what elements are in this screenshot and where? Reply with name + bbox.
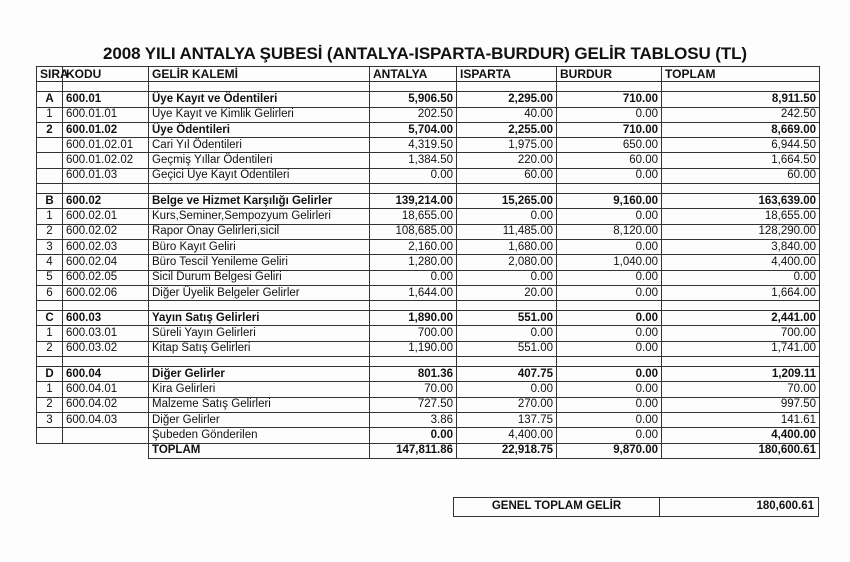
header-antalya: ANTALYA xyxy=(370,67,457,82)
cell-burdur: 0.00 xyxy=(557,428,662,443)
cell-toplam: 6,944.50 xyxy=(662,138,820,153)
table-row xyxy=(37,107,820,122)
cell-antalya: 202.50 xyxy=(370,107,457,122)
table-row xyxy=(37,428,820,443)
cell-kod: 600.01.02.01 xyxy=(63,138,149,153)
cell-kalem: Kurs,Seminer,Sempozyum Gelirleri xyxy=(149,209,370,224)
cell-empty xyxy=(557,82,662,92)
cell-kod: 600.02.01 xyxy=(63,209,149,224)
header-burdur: BURDUR xyxy=(557,67,662,82)
cell-empty xyxy=(37,357,63,367)
cell-kalem: Sicil Durum Belgesi Geliri xyxy=(149,270,370,285)
section-row xyxy=(37,92,820,107)
cell-kod: 600.02.03 xyxy=(63,239,149,254)
table-row xyxy=(37,412,820,427)
cell-toplam: 1,664.00 xyxy=(662,285,820,300)
income-table xyxy=(36,66,820,459)
cell-kod: 600.03.01 xyxy=(63,326,149,341)
cell-empty xyxy=(37,443,63,458)
grand-total-label: GENEL TOPLAM GELİR xyxy=(491,500,622,512)
cell-sira: 1 xyxy=(37,326,63,341)
cell-toplam: 1,741.00 xyxy=(662,341,820,356)
cell-burdur: 0.00 xyxy=(557,367,662,382)
cell-antalya: 801.36 xyxy=(370,367,457,382)
cell-kalem: Kitap Satış Gelirleri xyxy=(149,341,370,356)
cell-antalya: 1,644.00 xyxy=(370,285,457,300)
cell-burdur: 710.00 xyxy=(557,92,662,107)
cell-sira: 4 xyxy=(37,255,63,270)
total-label: TOPLAM xyxy=(149,443,370,458)
cell-antalya: 18,655.00 xyxy=(370,209,457,224)
cell-antalya: 1,384.50 xyxy=(370,153,457,168)
cell-burdur: 0.00 xyxy=(557,326,662,341)
cell-kod: 600.01.02 xyxy=(63,122,149,137)
spacer-row xyxy=(37,82,820,92)
cell-isparta: 20.00 xyxy=(457,285,557,300)
cell-isparta: 4,400.00 xyxy=(457,428,557,443)
cell-isparta: 137.75 xyxy=(457,412,557,427)
cell-toplam: 18,655.00 xyxy=(662,209,820,224)
table-row xyxy=(37,285,820,300)
cell-toplam: 60.00 xyxy=(662,168,820,183)
cell-antalya: 108,685.00 xyxy=(370,224,457,239)
table-row xyxy=(37,270,820,285)
cell-toplam: 1,209.11 xyxy=(662,367,820,382)
cell-kalem: Kira Gelirleri xyxy=(149,382,370,397)
cell-kalem: Geçici Üye Kayıt Ödentileri xyxy=(149,168,370,183)
cell-antalya: 1,190.00 xyxy=(370,341,457,356)
cell-antalya: 70.00 xyxy=(370,382,457,397)
cell-kalem: Üye Ödentileri xyxy=(149,122,370,137)
cell-sira: 2 xyxy=(37,341,63,356)
table-row xyxy=(37,138,820,153)
cell-toplam: 1,664.50 xyxy=(662,153,820,168)
cell-empty xyxy=(457,357,557,367)
cell-isparta: 1,975.00 xyxy=(457,138,557,153)
cell-empty xyxy=(63,184,149,194)
cell-empty xyxy=(370,357,457,367)
cell-empty xyxy=(662,184,820,194)
header-row xyxy=(37,67,820,82)
cell-empty xyxy=(37,82,63,92)
cell-empty xyxy=(37,301,63,311)
cell-empty xyxy=(557,301,662,311)
table-row xyxy=(37,326,820,341)
cell-toplam: 70.00 xyxy=(662,382,820,397)
cell-empty xyxy=(149,301,370,311)
table-row xyxy=(37,168,820,183)
cell-isparta: 551.00 xyxy=(457,341,557,356)
cell-isparta: 0.00 xyxy=(457,382,557,397)
table-row xyxy=(37,255,820,270)
cell-kod: 600.02 xyxy=(63,194,149,209)
table-row xyxy=(37,341,820,356)
cell-antalya: 700.00 xyxy=(370,326,457,341)
grand-total-box xyxy=(453,497,819,517)
cell-empty xyxy=(149,82,370,92)
cell-empty xyxy=(457,184,557,194)
cell-empty xyxy=(149,184,370,194)
cell-kod xyxy=(63,428,149,443)
table-row xyxy=(37,382,820,397)
cell-empty xyxy=(63,301,149,311)
cell-empty xyxy=(370,301,457,311)
cell-antalya: 1,280.00 xyxy=(370,255,457,270)
cell-empty xyxy=(149,357,370,367)
cell-sira: 1 xyxy=(37,209,63,224)
cell-antalya: 1,890.00 xyxy=(370,311,457,326)
cell-burdur: 0.00 xyxy=(557,412,662,427)
cell-kod: 600.01.01 xyxy=(63,107,149,122)
cell-sira xyxy=(37,153,63,168)
cell-burdur: 0.00 xyxy=(557,397,662,412)
cell-kalem: Büro Kayıt Geliri xyxy=(149,239,370,254)
cell-kalem: Malzeme Satış Gelirleri xyxy=(149,397,370,412)
cell-toplam: 141.61 xyxy=(662,412,820,427)
total-antalya: 147,811.86 xyxy=(370,443,457,458)
table-row xyxy=(37,224,820,239)
total-burdur: 9,870.00 xyxy=(557,443,662,458)
grand-total-value: 180,600.61 xyxy=(756,500,814,512)
cell-kalem: Üye Kayıt ve Kimlik Gelirleri xyxy=(149,107,370,122)
cell-empty xyxy=(457,82,557,92)
cell-isparta: 1,680.00 xyxy=(457,239,557,254)
cell-empty xyxy=(557,184,662,194)
cell-burdur: 60.00 xyxy=(557,153,662,168)
cell-antalya: 0.00 xyxy=(370,270,457,285)
cell-kalem: Üye Kayıt ve Ödentileri xyxy=(149,92,370,107)
cell-toplam: 2,441.00 xyxy=(662,311,820,326)
cell-kalem: Yayın Satış Gelirleri xyxy=(149,311,370,326)
cell-kalem: Diğer Gelirler xyxy=(149,412,370,427)
cell-sira: 2 xyxy=(37,397,63,412)
cell-kod: 600.01.02.02 xyxy=(63,153,149,168)
cell-burdur: 0.00 xyxy=(557,285,662,300)
cell-sira: A xyxy=(37,92,63,107)
cell-empty xyxy=(63,443,149,458)
cell-kalem: Geçmiş Yıllar Ödentileri xyxy=(149,153,370,168)
cell-burdur: 1,040.00 xyxy=(557,255,662,270)
cell-isparta: 40.00 xyxy=(457,107,557,122)
cell-burdur: 0.00 xyxy=(557,209,662,224)
cell-kod: 600.01.03 xyxy=(63,168,149,183)
cell-burdur: 0.00 xyxy=(557,311,662,326)
cell-sira: 5 xyxy=(37,270,63,285)
cell-sira: C xyxy=(37,311,63,326)
header-toplam: TOPLAM xyxy=(662,67,820,82)
cell-empty xyxy=(557,357,662,367)
cell-burdur: 0.00 xyxy=(557,239,662,254)
total-toplam: 180,600.61 xyxy=(662,443,820,458)
cell-antalya: 5,704.00 xyxy=(370,122,457,137)
cell-sira xyxy=(37,428,63,443)
cell-toplam: 242.50 xyxy=(662,107,820,122)
cell-toplam: 4,400.00 xyxy=(662,428,820,443)
cell-kod: 600.02.06 xyxy=(63,285,149,300)
cell-toplam: 163,639.00 xyxy=(662,194,820,209)
cell-burdur: 0.00 xyxy=(557,270,662,285)
grand-total-divider xyxy=(659,498,660,516)
cell-kalem: Süreli Yayın Gelirleri xyxy=(149,326,370,341)
header-kalem: GELİR KALEMİ xyxy=(149,67,370,82)
cell-toplam: 3,840.00 xyxy=(662,239,820,254)
cell-empty xyxy=(370,82,457,92)
cell-antalya: 727.50 xyxy=(370,397,457,412)
cell-kod: 600.04.02 xyxy=(63,397,149,412)
cell-isparta: 0.00 xyxy=(457,209,557,224)
cell-sira: 2 xyxy=(37,122,63,137)
page-title: 2008 YILI ANTALYA ŞUBESİ (ANTALYA-ISPARTA-BURDUR) GELİR TABLOSU (TL) xyxy=(103,44,747,63)
cell-isparta: 220.00 xyxy=(457,153,557,168)
cell-empty xyxy=(457,301,557,311)
cell-burdur: 650.00 xyxy=(557,138,662,153)
cell-toplam: 700.00 xyxy=(662,326,820,341)
cell-kod: 600.02.04 xyxy=(63,255,149,270)
cell-empty xyxy=(662,301,820,311)
spacer-row xyxy=(37,357,820,367)
cell-isparta: 551.00 xyxy=(457,311,557,326)
table-row xyxy=(37,153,820,168)
cell-kalem: Büro Tescil Yenileme Geliri xyxy=(149,255,370,270)
cell-empty xyxy=(370,184,457,194)
cell-sira xyxy=(37,138,63,153)
cell-isparta: 407.75 xyxy=(457,367,557,382)
cell-sira: D xyxy=(37,367,63,382)
cell-kalem: Diğer Gelirler xyxy=(149,367,370,382)
cell-burdur: 9,160.00 xyxy=(557,194,662,209)
cell-isparta: 60.00 xyxy=(457,168,557,183)
cell-antalya: 2,160.00 xyxy=(370,239,457,254)
header-kodu: KODU xyxy=(63,67,149,82)
cell-toplam: 997.50 xyxy=(662,397,820,412)
cell-antalya: 139,214.00 xyxy=(370,194,457,209)
cell-isparta: 0.00 xyxy=(457,270,557,285)
cell-sira: 1 xyxy=(37,382,63,397)
cell-antalya: 4,319.50 xyxy=(370,138,457,153)
cell-kod: 600.03 xyxy=(63,311,149,326)
table-body xyxy=(37,82,820,459)
cell-kalem: Diğer Üyelik Belgeler Gelirler xyxy=(149,285,370,300)
header-isparta: ISPARTA xyxy=(457,67,557,82)
cell-burdur: 0.00 xyxy=(557,341,662,356)
table-row xyxy=(37,209,820,224)
cell-burdur: 0.00 xyxy=(557,107,662,122)
cell-isparta: 15,265.00 xyxy=(457,194,557,209)
cell-sira: 2 xyxy=(37,224,63,239)
table-row xyxy=(37,122,820,137)
cell-kod: 600.02.02 xyxy=(63,224,149,239)
cell-toplam: 8,669.00 xyxy=(662,122,820,137)
header-sira: SIRA xyxy=(37,67,63,82)
cell-kod: 600.04 xyxy=(63,367,149,382)
cell-sira: 3 xyxy=(37,412,63,427)
cell-burdur: 8,120.00 xyxy=(557,224,662,239)
cell-antalya: 0.00 xyxy=(370,428,457,443)
cell-kod: 600.02.05 xyxy=(63,270,149,285)
cell-isparta: 0.00 xyxy=(457,326,557,341)
cell-sira xyxy=(37,168,63,183)
cell-kalem: Rapor Onay Gelirleri,sicil xyxy=(149,224,370,239)
cell-antalya: 0.00 xyxy=(370,168,457,183)
cell-toplam: 8,911.50 xyxy=(662,92,820,107)
cell-isparta: 2,255.00 xyxy=(457,122,557,137)
table-row xyxy=(37,397,820,412)
cell-empty xyxy=(63,82,149,92)
cell-sira: 3 xyxy=(37,239,63,254)
cell-kalem: Belge ve Hizmet Karşılığı Gelirler xyxy=(149,194,370,209)
cell-burdur: 0.00 xyxy=(557,168,662,183)
cell-sira: 1 xyxy=(37,107,63,122)
cell-antalya: 5,906.50 xyxy=(370,92,457,107)
cell-isparta: 270.00 xyxy=(457,397,557,412)
cell-kod: 600.04.01 xyxy=(63,382,149,397)
cell-toplam: 4,400.00 xyxy=(662,255,820,270)
section-row xyxy=(37,194,820,209)
cell-toplam: 0.00 xyxy=(662,270,820,285)
cell-kod: 600.03.02 xyxy=(63,341,149,356)
cell-kalem: Şubeden Gönderilen xyxy=(149,428,370,443)
cell-toplam: 128,290.00 xyxy=(662,224,820,239)
section-row xyxy=(37,367,820,382)
cell-isparta: 2,295.00 xyxy=(457,92,557,107)
total-row xyxy=(37,443,820,458)
total-isparta: 22,918.75 xyxy=(457,443,557,458)
cell-burdur: 0.00 xyxy=(557,382,662,397)
cell-antalya: 3.86 xyxy=(370,412,457,427)
cell-kalem: Cari Yıl Ödentileri xyxy=(149,138,370,153)
cell-empty xyxy=(662,82,820,92)
spacer-row xyxy=(37,301,820,311)
section-row xyxy=(37,311,820,326)
cell-empty xyxy=(63,357,149,367)
cell-empty xyxy=(37,184,63,194)
table-row xyxy=(37,239,820,254)
cell-isparta: 11,485.00 xyxy=(457,224,557,239)
spacer-row xyxy=(37,184,820,194)
cell-sira: 6 xyxy=(37,285,63,300)
cell-kod: 600.01 xyxy=(63,92,149,107)
cell-isparta: 2,080.00 xyxy=(457,255,557,270)
cell-burdur: 710.00 xyxy=(557,122,662,137)
cell-sira: B xyxy=(37,194,63,209)
cell-empty xyxy=(662,357,820,367)
cell-kod: 600.04.03 xyxy=(63,412,149,427)
